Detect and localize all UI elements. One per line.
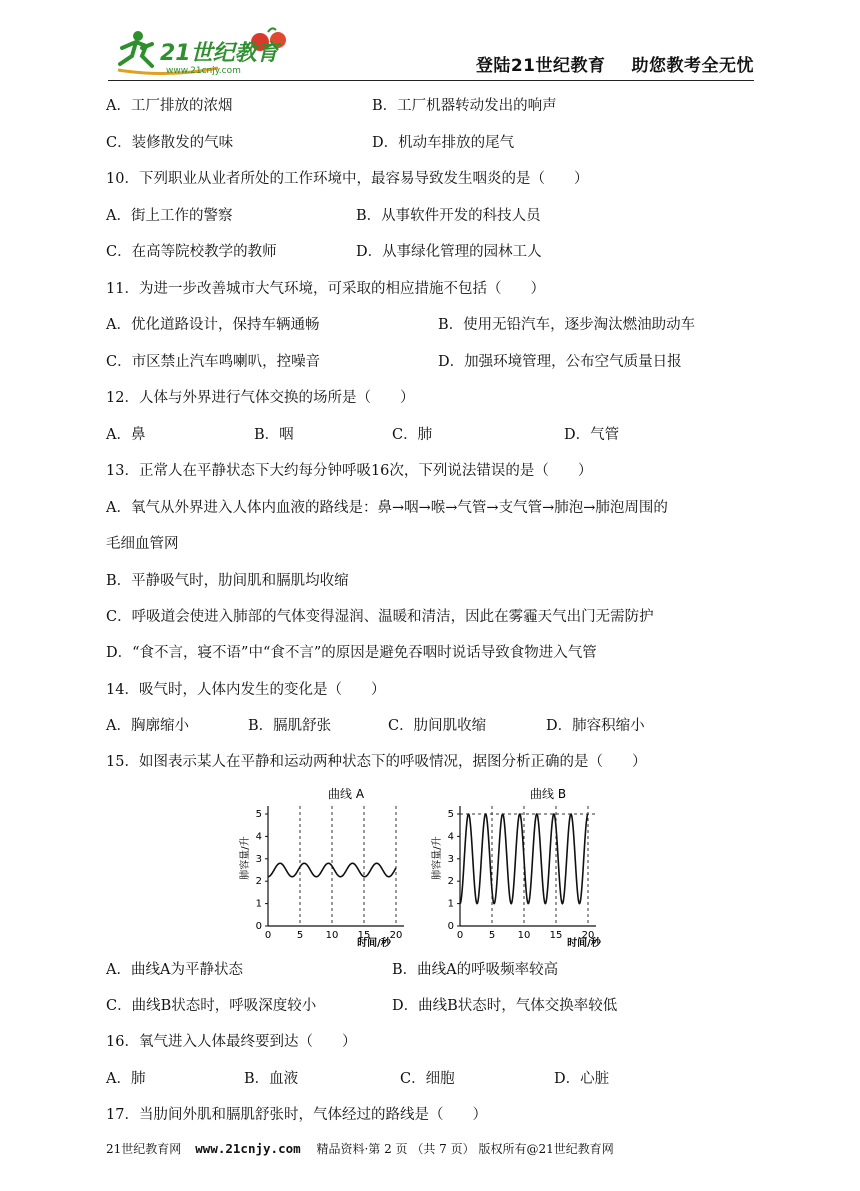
page-header	[108, 26, 754, 81]
q15-option-d: D．曲线B状态时，气体交换率较低	[392, 998, 618, 1014]
q13-stem: 13．正常人在平静状态下大约每分钟呼吸16次，下列说法错误的是（ ）	[106, 463, 593, 479]
q12-option-a: A．鼻	[106, 427, 146, 443]
header-slogan-2: 助您教考全无忧	[631, 56, 754, 76]
q16-option-a: A．肺	[106, 1071, 146, 1087]
q15-option-a: A．曲线A为平静状态	[106, 962, 243, 978]
chart-b-x-tick-label: 0	[456, 930, 464, 941]
chart-b-y-tick-label: 5	[447, 809, 454, 820]
chart-a-y-tick-label: 1	[255, 898, 262, 910]
q9-row-2	[106, 133, 515, 153]
q14-option-c: C．肋间肌收缩	[388, 718, 487, 734]
chart-b-y-tick-label: 0	[447, 921, 454, 932]
chart-b-x-tick-label: 5	[488, 930, 496, 941]
q13-option-a-line1: A．氧气从外界进入人体内血液的路线是：鼻→咽→喉→气管→支气管→肺泡→肺泡周围的	[106, 500, 668, 516]
q17-stem: 17．当肋间外肌和膈肌舒张时，气体经过的路线是（ ）	[106, 1107, 487, 1123]
q14-option-b: B．膈肌舒张	[248, 718, 332, 734]
chart-a-x-tick-label: 10	[325, 930, 339, 941]
q9-option-d: D．机动车排放的尾气	[372, 135, 515, 151]
chart-b-y-tick-label: 4	[447, 831, 454, 843]
q14-options	[106, 716, 645, 736]
q16-stem: 16．氧气进入人体最终要到达（ ）	[106, 1034, 357, 1050]
header-slogan-1: 登陆21世纪教育	[475, 56, 606, 76]
q13-option-b: B．平静吸气时，肋间肌和膈肌均收缩	[106, 573, 349, 589]
q14-option-d: D．肺容积缩小	[546, 718, 645, 734]
chart-b-x-tick-label: 15	[549, 930, 563, 941]
q9-row-1	[106, 96, 557, 116]
q12-options	[106, 425, 620, 445]
logo-text: 21世纪教育	[160, 41, 279, 66]
q11-option-d: D．加强环境管理，公布空气质量日报	[438, 354, 682, 370]
chart-a-y-tick-label: 3	[255, 853, 262, 865]
q11-row-2	[106, 352, 682, 372]
q10-row-2	[106, 242, 542, 262]
q13-option-a-line2: 毛细血管网	[106, 536, 179, 552]
q15-option-b: B．曲线A的呼吸频率较高	[392, 962, 559, 978]
header-slogan	[450, 51, 754, 76]
q11-row-1	[106, 315, 696, 335]
chart-a-title: 曲线 A	[328, 787, 365, 801]
q14-option-a: A．胸廓缩小	[106, 718, 189, 734]
footer-left: 21世纪教育网	[106, 1142, 182, 1156]
chart-b-y-tick-label: 1	[447, 898, 454, 910]
chart-a-y-tick-label: 0	[255, 921, 262, 932]
q10-option-a: A．街上工作的警察	[106, 208, 233, 224]
q13-option-d: D．“食不言，寝不语”中“食不言”的原因是避免吞咽时说话导致食物进入气管	[106, 645, 597, 661]
chart-curve-a	[238, 786, 404, 949]
q10-option-d: D．从事绿化管理的园林工人	[356, 244, 542, 260]
q13-option-c: C．呼吸道会使进入肺部的气体变得湿润、温暖和清洁，因此在雾霾天气出门无需防护	[106, 609, 654, 625]
chart-a-x-tick-label: 5	[296, 930, 304, 941]
chart-a-x-tick-label: 0	[264, 930, 272, 941]
q16-option-b: B．血液	[244, 1071, 299, 1087]
q15-option-c: C．曲线B状态时，呼吸深度较小	[106, 998, 317, 1014]
footer-site: www.21cnjy.com	[195, 1141, 301, 1156]
q15-row-2	[106, 996, 618, 1016]
breathing-curves-figure	[238, 782, 618, 952]
q11-option-b: B．使用无铅汽车，逐步淘汰燃油助动车	[438, 317, 696, 333]
q16-option-c: C．细胞	[400, 1071, 455, 1087]
chart-b-y-tick-label: 2	[447, 876, 454, 888]
chart-b-title: 曲线 B	[530, 787, 567, 801]
q10-stem: 10．下列职业从业者所处的工作环境中，最容易导致发生咽炎的是（ ）	[106, 171, 589, 187]
chart-a-xlabel: 时间/秒	[357, 938, 391, 949]
q11-stem: 11．为进一步改善城市大气环境，可采取的相应措施不包括（ ）	[106, 281, 545, 297]
chart-a-x-tick-label: 15	[357, 930, 371, 941]
chart-a-y-tick-label: 2	[255, 876, 262, 888]
logo-url: www.21cnjy.com	[166, 66, 241, 76]
chart-a-ylabel: 肺容量/升	[240, 836, 251, 880]
chart-b-ylabel: 肺容量/升	[432, 836, 443, 880]
q12-option-b: B．咽	[254, 427, 294, 443]
chart-a-y-tick-label: 4	[255, 831, 262, 843]
logo-21cnjy	[108, 26, 308, 78]
footer-right: 精品资料·第 2 页 （共 7 页） 版权所有@21世纪教育网	[316, 1142, 614, 1156]
q11-option-c: C．市区禁止汽车鸣喇叭，控噪音	[106, 354, 321, 370]
q12-option-c: C．肺	[392, 427, 433, 443]
q11-option-a: A．优化道路设计，保持车辆通畅	[106, 317, 320, 333]
page-footer	[106, 1140, 766, 1157]
q10-row-1	[106, 206, 541, 226]
chart-curve-b	[430, 786, 602, 949]
q12-stem: 12．人体与外界进行气体交换的场所是（ ）	[106, 390, 415, 406]
q9-option-c: C．装修散发的气味	[106, 135, 234, 151]
q16-option-d: D．心脏	[554, 1071, 610, 1087]
q10-option-c: C．在高等院校教学的教师	[106, 244, 277, 260]
chart-b-y-tick-label: 3	[447, 853, 454, 865]
q15-stem: 15．如图表示某人在平静和运动两种状态下的呼吸情况，据图分析正确的是（ ）	[106, 754, 647, 770]
q10-option-b: B．从事软件开发的科技人员	[356, 208, 541, 224]
q14-stem: 14．吸气时，人体内发生的变化是（ ）	[106, 682, 386, 698]
q12-option-d: D．气管	[564, 427, 620, 443]
chart-b-xlabel: 时间/秒	[567, 938, 601, 949]
chart-b-x-tick-label: 10	[517, 930, 531, 941]
q9-option-a: A．工厂排放的浓烟	[106, 98, 233, 114]
q15-row-1	[106, 960, 559, 980]
chart-b-x-tick-label: 20	[581, 930, 595, 941]
q9-option-b: B．工厂机器转动发出的响声	[372, 98, 557, 114]
q16-options	[106, 1069, 610, 1089]
chart-a-y-tick-label: 5	[255, 809, 262, 820]
chart-a-x-tick-label: 20	[389, 930, 403, 941]
